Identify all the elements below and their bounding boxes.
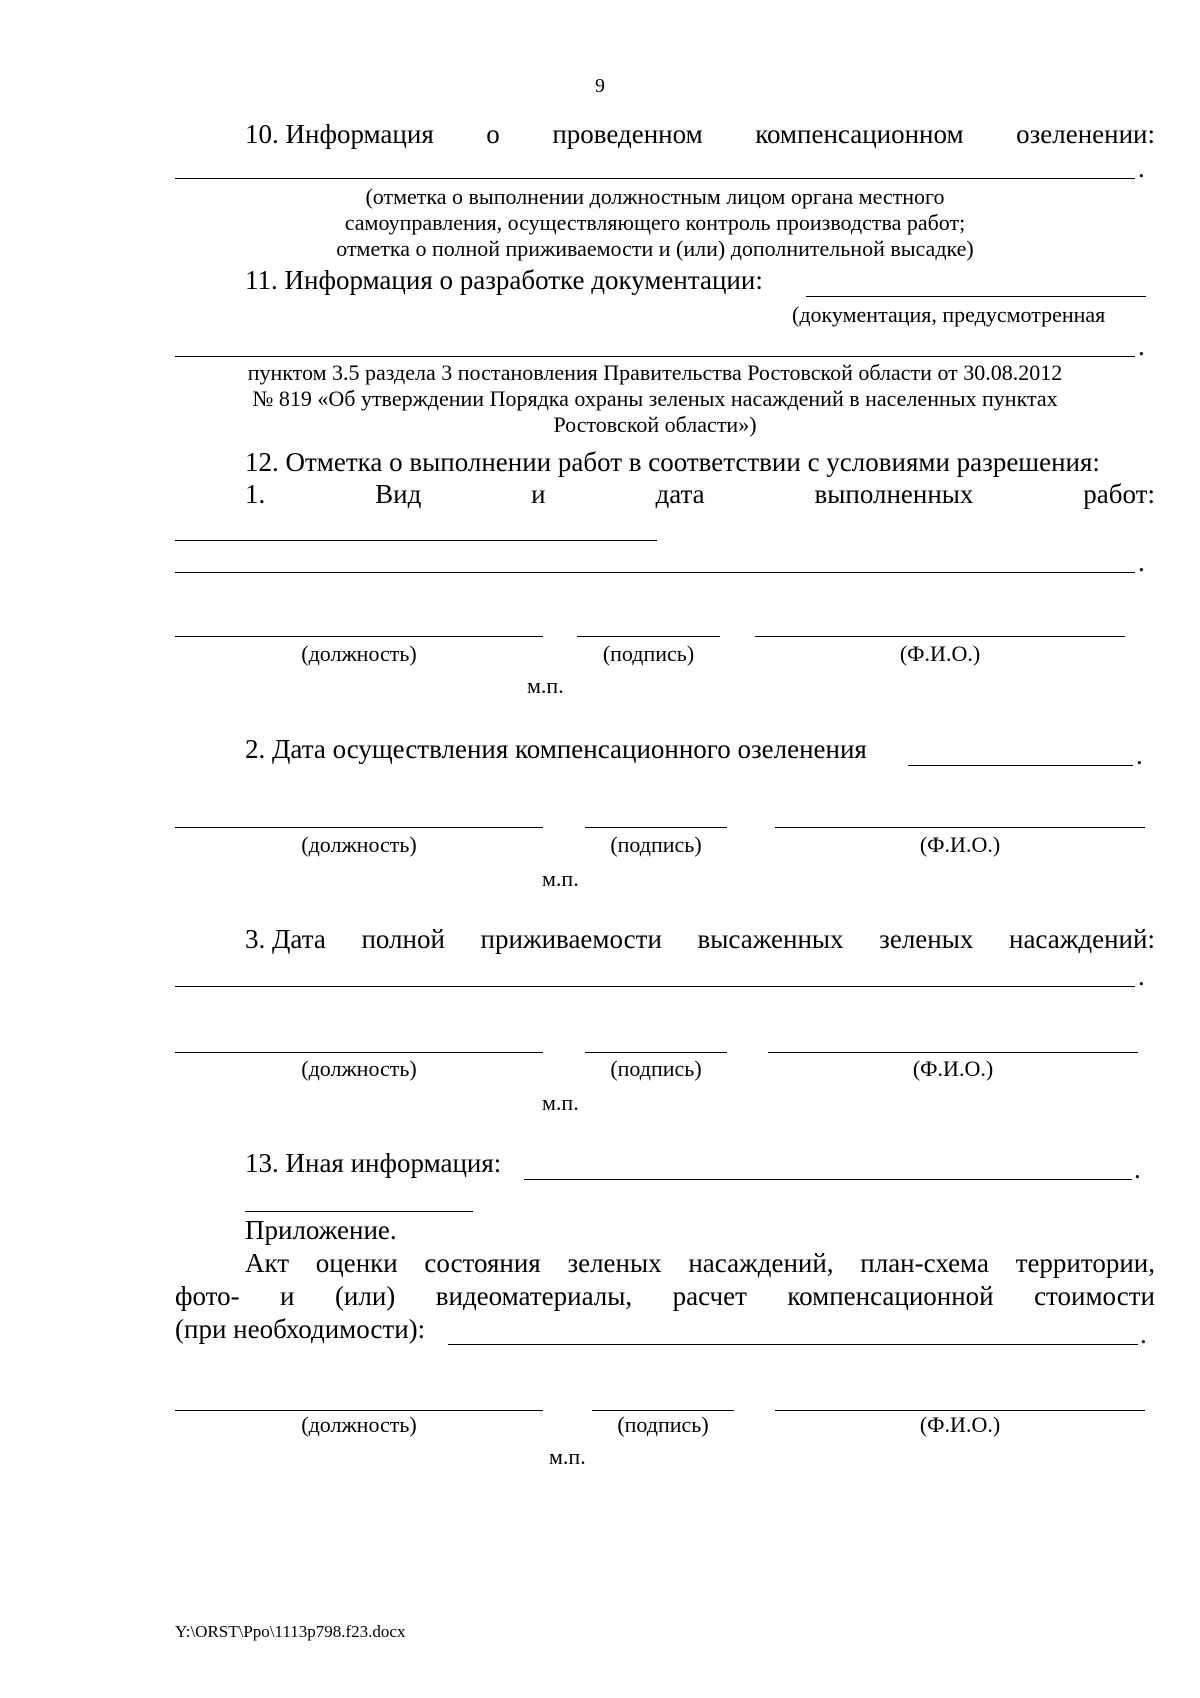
item11-fill-line-2 — [175, 356, 1135, 357]
sig2-stamp: м.п. — [542, 866, 579, 891]
page-number: 9 — [595, 75, 605, 97]
item12-sub3-label: 3. Дата полной приживаемости высаженных зеленых насаждений: — [245, 924, 1155, 954]
sig2-position-line — [175, 827, 543, 828]
sig1-position-caption: (должность) — [301, 641, 417, 666]
sig3-name-caption: (Ф.И.О.) — [912, 1056, 994, 1081]
item12-sub1-fill-line-2 — [175, 572, 1135, 573]
document-page: 9 10. Информация о проведенном компенсационном озеленении: . (отметка о выполнении должностным лицом органа местного самоуправления, осуществляющего контроль производства работ; отметка о полной приживаемости и (или) дополнительной высадке) 11. Информация о разработке документации: (документация, предусмотренная . пунктом 3.5 раздела 3 постановления Правительства Ростовской области от 30.08.2012 № 819 «Об утверждении Порядка охраны зеленых насаждений в населенных пунктах Ростовской области») 12. Отметка о выполнении работ в соответствии с условиями разрешения: 1. Вид и дата выполненных работ: . (должность) (подпись) (Ф.И.О.) м.п. 2. Дата осуществления компенсационного озеленения . (должность) (подпись) (Ф.И.О.) м.п. 3. Дата полной приживаемости высаженных зеленых насаждений: . (должность) (подпись) (Ф.И.О.) м.п. 13. Иная информация: . Приложение. Акт оценки состояния зеленых насаждений, план-схема территории, фото- и (или) видеоматериалы, расчет компенсационной стоимости (при необходимости): . (должность) (подпись) (Ф.И.О.) м.п. Y:\ORST\Ppo\1113p798.f23.docx — [0, 0, 1200, 1698]
footer-file-path: Y:\ORST\Ppo\1113p798.f23.docx — [175, 1622, 406, 1641]
item13-fill-line — [524, 1179, 1132, 1180]
appendix-line-3: (при необходимости): — [175, 1314, 426, 1344]
item12-label: 12. Отметка о выполнении работ в соответствии с условиями разрешения: — [245, 447, 1100, 477]
item11-note: пунктом 3.5 раздела 3 постановления Правительства Ростовской области от 30.08.2012 № 819 «Об утверждении Порядка охраны зеленых насаждений в населенных пунктах Ростовской области») — [247, 360, 1063, 437]
item12-sub1-fill-line-1 — [175, 540, 657, 541]
sig3-stamp: м.п. — [542, 1090, 579, 1115]
sig4-name-caption: (Ф.И.О.) — [919, 1412, 1001, 1437]
appendix-line-1: Акт оценки состояния зеленых насаждений, план-схема территории, — [245, 1248, 1155, 1278]
sig1-sign-caption: (подпись) — [602, 641, 695, 666]
item11-fill-line-1 — [806, 296, 1146, 297]
sig1-name-line — [755, 636, 1125, 637]
sig3-sign-line — [585, 1052, 727, 1053]
sig4-sign-caption: (подпись) — [617, 1412, 709, 1437]
sig2-position-caption: (должность) — [301, 832, 417, 857]
sig3-position-line — [175, 1052, 543, 1053]
sig1-name-caption: (Ф.И.О.) — [899, 641, 981, 666]
appendix-separator-line — [245, 1211, 473, 1212]
appendix-fill-line — [448, 1344, 1138, 1345]
item12-sub2-fill-line — [908, 765, 1133, 766]
appendix-title: Приложение. — [245, 1215, 397, 1245]
item13-label: 13. Иная информация: — [245, 1148, 502, 1178]
sig4-position-caption: (должность) — [301, 1412, 417, 1437]
sig3-name-line — [768, 1052, 1138, 1053]
sig4-position-line — [175, 1410, 543, 1411]
item12-sub3-fill-line — [175, 986, 1135, 987]
sig3-position-caption: (должность) — [301, 1056, 417, 1081]
sig1-stamp: м.п. — [527, 673, 564, 698]
sig3-sign-caption: (подпись) — [610, 1056, 702, 1081]
item10-fill-line — [175, 178, 1135, 179]
sig2-sign-caption: (подпись) — [610, 832, 702, 857]
item11-label: 11. Информация о разработке документации: — [245, 265, 763, 295]
sig2-sign-line — [585, 827, 727, 828]
item12-sub2-label: 2. Дата осуществления компенсационного озеленения — [245, 734, 867, 764]
item10-label: 10. Информация о проведенном компенсационном озеленении: — [245, 119, 1155, 149]
appendix-line-2: фото- и (или) видеоматериалы, расчет компенсационной стоимости — [175, 1281, 1155, 1311]
item10-note: (отметка о выполнении должностным лицом органа местного самоуправления, осуществляющего контроль производства работ; отметка о полной приживаемости и (или) дополнительной высадке) — [336, 184, 974, 261]
sig1-position-line — [175, 636, 543, 637]
sig4-name-line — [775, 1410, 1145, 1411]
sig1-sign-line — [577, 636, 720, 637]
sig4-stamp: м.п. — [549, 1444, 586, 1469]
sig4-sign-line — [592, 1410, 734, 1411]
sig2-name-line — [775, 827, 1145, 828]
item12-sub1-label: 1. Вид и дата выполненных работ: — [245, 479, 1155, 509]
sig2-name-caption: (Ф.И.О.) — [919, 832, 1001, 857]
item11-note-first: (документация, предусмотренная — [792, 302, 1106, 327]
